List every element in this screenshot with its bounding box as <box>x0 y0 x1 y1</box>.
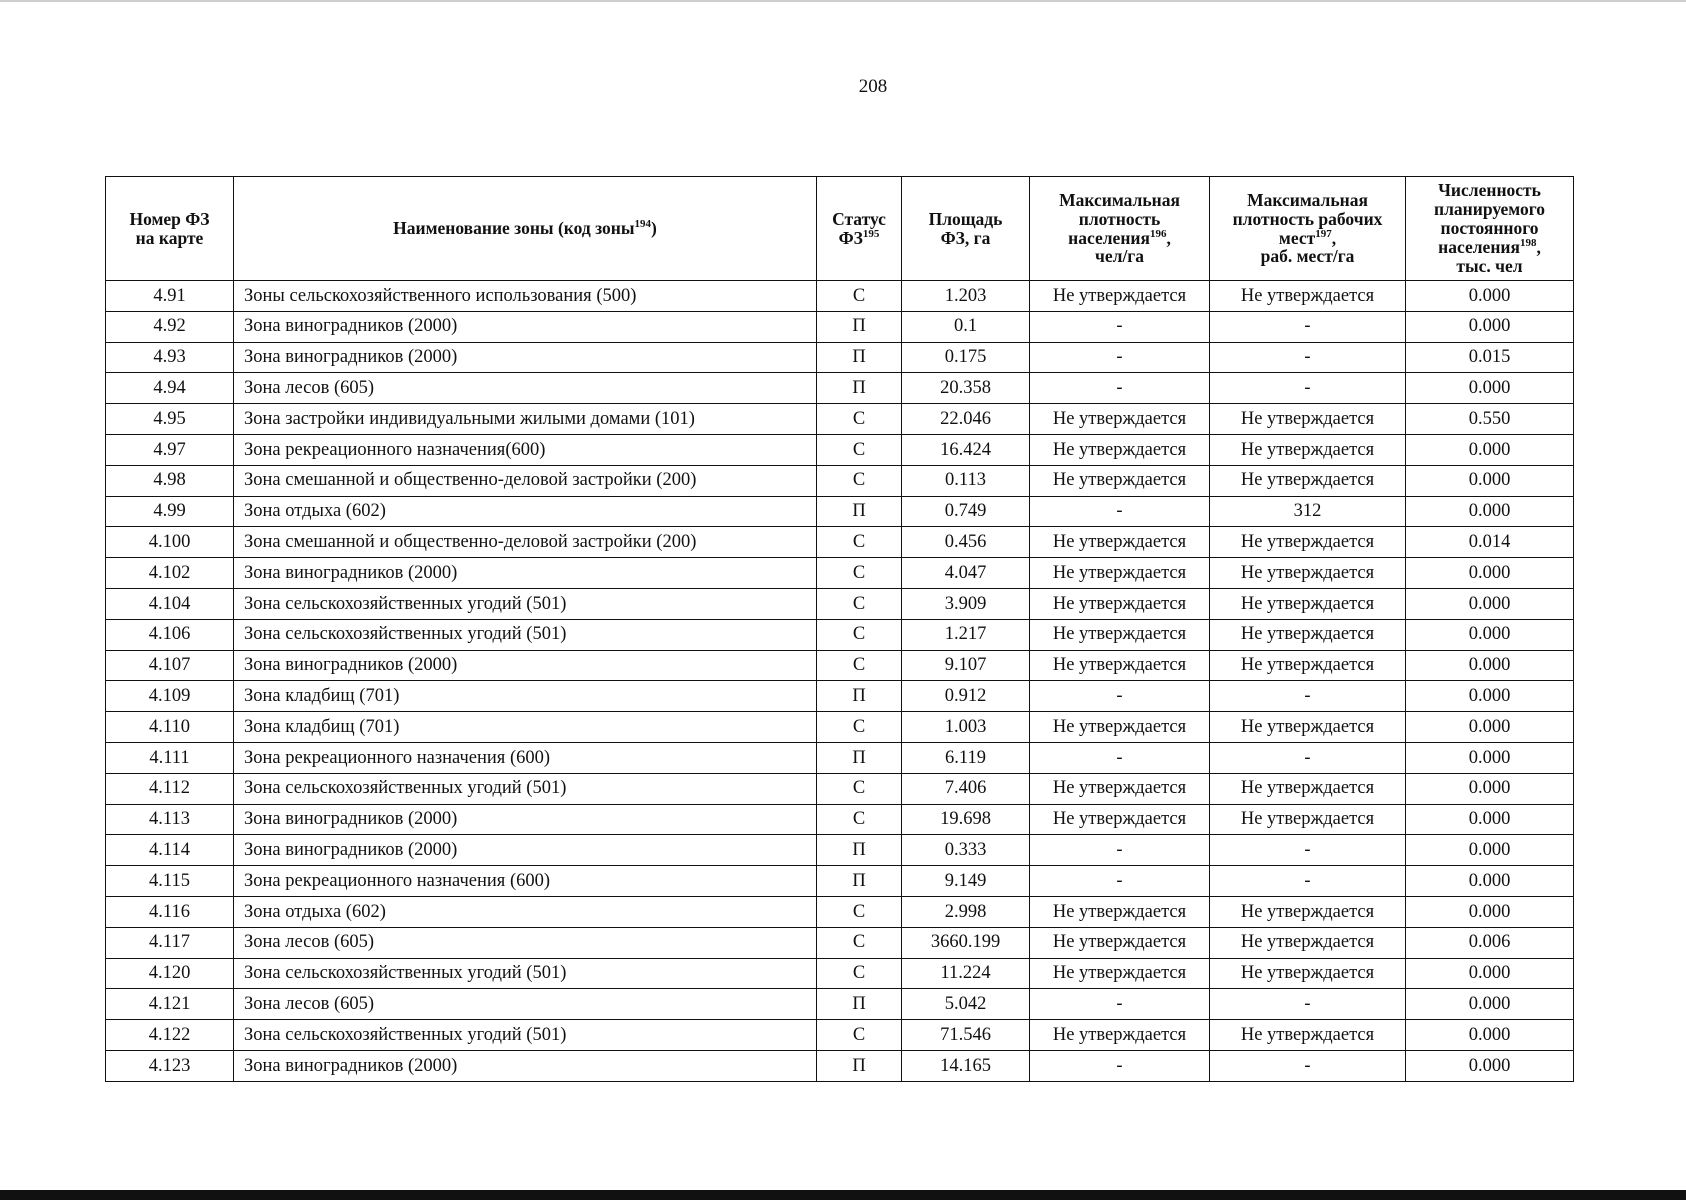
page-number: 208 <box>858 76 888 97</box>
cell-area: 19.698 <box>902 804 1030 835</box>
cell-jobs-density: - <box>1210 311 1406 342</box>
cell-jobs-density: Не утверждается <box>1210 281 1406 312</box>
cell-jobs-density: Не утверждается <box>1210 650 1406 681</box>
cell-zone-name: Зона лесов (605) <box>234 373 817 404</box>
cell-jobs-density: - <box>1210 742 1406 773</box>
cell-status: С <box>817 527 902 558</box>
cell-zone-name: Зона сельскохозяйственных угодий (501) <box>234 619 817 650</box>
table-row <box>106 835 1574 866</box>
table-row <box>106 281 1574 312</box>
cell-jobs-density: Не утверждается <box>1210 588 1406 619</box>
cell-jobs-density: - <box>1210 681 1406 712</box>
cell-status: С <box>817 712 902 743</box>
cell-planned-population: 0.015 <box>1406 342 1574 373</box>
cell-population-density: Не утверждается <box>1030 558 1210 589</box>
cell-planned-population: 0.000 <box>1406 896 1574 927</box>
cell-jobs-density: Не утверждается <box>1210 404 1406 435</box>
cell-status: П <box>817 742 902 773</box>
cell-population-density: Не утверждается <box>1030 527 1210 558</box>
cell-zone-name: Зона рекреационного назначения (600) <box>234 866 817 897</box>
cell-status: П <box>817 1050 902 1081</box>
cell-zone-number: 4.113 <box>106 804 234 835</box>
cell-zone-number: 4.111 <box>106 742 234 773</box>
cell-area: 22.046 <box>902 404 1030 435</box>
cell-zone-name: Зоны сельскохозяйственного использования (500) <box>234 281 817 312</box>
cell-jobs-density: Не утверждается <box>1210 712 1406 743</box>
header-planned-population: Численность планируемого постоянного населения$^{198}$, тыс. чел <box>1406 177 1574 281</box>
cell-zone-name: Зона смешанной и общественно-деловой застройки (200) <box>234 527 817 558</box>
table-row <box>106 742 1574 773</box>
cell-area: 9.149 <box>902 866 1030 897</box>
cell-population-density: Не утверждается <box>1030 773 1210 804</box>
table-row <box>106 527 1574 558</box>
cell-planned-population: 0.000 <box>1406 650 1574 681</box>
cell-population-density: - <box>1030 989 1210 1020</box>
table-row <box>106 804 1574 835</box>
cell-jobs-density: - <box>1210 989 1406 1020</box>
cell-zone-number: 4.114 <box>106 835 234 866</box>
cell-status: С <box>817 619 902 650</box>
cell-planned-population: 0.000 <box>1406 835 1574 866</box>
header-area: Площадь ФЗ, га <box>902 177 1030 281</box>
cell-status: П <box>817 373 902 404</box>
cell-zone-number: 4.104 <box>106 588 234 619</box>
cell-zone-name: Зона смешанной и общественно-деловой застройки (200) <box>234 465 817 496</box>
cell-population-density: Не утверждается <box>1030 619 1210 650</box>
cell-jobs-density: - <box>1210 866 1406 897</box>
table-header-row <box>106 177 1574 281</box>
cell-zone-number: 4.92 <box>106 311 234 342</box>
table-row <box>106 342 1574 373</box>
cell-area: 14.165 <box>902 1050 1030 1081</box>
cell-status: С <box>817 1020 902 1051</box>
header-status: Статус ФЗ$^{195}$ <box>817 177 902 281</box>
cell-zone-name: Зона виноградников (2000) <box>234 342 817 373</box>
cell-status: П <box>817 496 902 527</box>
cell-area: 0.175 <box>902 342 1030 373</box>
cell-jobs-density: Не утверждается <box>1210 465 1406 496</box>
header-max-jobs-density: Максимальная плотность рабочих мест$^{197}$, раб. мест/га <box>1210 177 1406 281</box>
table-row <box>106 1050 1574 1081</box>
cell-planned-population: 0.000 <box>1406 373 1574 404</box>
cell-planned-population: 0.000 <box>1406 281 1574 312</box>
cell-area: 1.217 <box>902 619 1030 650</box>
table-row <box>106 558 1574 589</box>
cell-zone-name: Зона застройки индивидуальными жилыми домами (101) <box>234 404 817 435</box>
table-row <box>106 434 1574 465</box>
cell-jobs-density: Не утверждается <box>1210 527 1406 558</box>
cell-area: 20.358 <box>902 373 1030 404</box>
cell-jobs-density: - <box>1210 342 1406 373</box>
table-row <box>106 927 1574 958</box>
cell-jobs-density: 312 <box>1210 496 1406 527</box>
cell-population-density: - <box>1030 681 1210 712</box>
cell-planned-population: 0.014 <box>1406 527 1574 558</box>
cell-population-density: Не утверждается <box>1030 588 1210 619</box>
cell-zone-number: 4.123 <box>106 1050 234 1081</box>
cell-area: 16.424 <box>902 434 1030 465</box>
cell-planned-population: 0.000 <box>1406 681 1574 712</box>
cell-zone-number: 4.100 <box>106 527 234 558</box>
cell-planned-population: 0.000 <box>1406 558 1574 589</box>
table-row <box>106 896 1574 927</box>
cell-jobs-density: Не утверждается <box>1210 619 1406 650</box>
cell-zone-number: 4.112 <box>106 773 234 804</box>
cell-status: С <box>817 958 902 989</box>
cell-area: 0.456 <box>902 527 1030 558</box>
cell-jobs-density: Не утверждается <box>1210 558 1406 589</box>
cell-zone-name: Зона рекреационного назначения(600) <box>234 434 817 465</box>
cell-area: 1.003 <box>902 712 1030 743</box>
cell-population-density: - <box>1030 866 1210 897</box>
cell-population-density: Не утверждается <box>1030 712 1210 743</box>
cell-zone-number: 4.99 <box>106 496 234 527</box>
cell-zone-name: Зона виноградников (2000) <box>234 804 817 835</box>
cell-jobs-density: Не утверждается <box>1210 927 1406 958</box>
cell-status: П <box>817 342 902 373</box>
cell-area: 5.042 <box>902 989 1030 1020</box>
cell-population-density: Не утверждается <box>1030 804 1210 835</box>
cell-planned-population: 0.000 <box>1406 866 1574 897</box>
cell-zone-name: Зона виноградников (2000) <box>234 558 817 589</box>
header-zone-number: Номер ФЗ на карте <box>106 177 234 281</box>
table-row <box>106 866 1574 897</box>
cell-zone-name: Зона виноградников (2000) <box>234 650 817 681</box>
cell-jobs-density: - <box>1210 373 1406 404</box>
cell-zone-name: Зона виноградников (2000) <box>234 311 817 342</box>
cell-planned-population: 0.000 <box>1406 804 1574 835</box>
cell-status: С <box>817 465 902 496</box>
cell-area: 6.119 <box>902 742 1030 773</box>
cell-zone-number: 4.116 <box>106 896 234 927</box>
cell-zone-name: Зона сельскохозяйственных угодий (501) <box>234 773 817 804</box>
cell-area: 0.1 <box>902 311 1030 342</box>
cell-zone-number: 4.109 <box>106 681 234 712</box>
cell-zone-number: 4.122 <box>106 1020 234 1051</box>
cell-planned-population: 0.000 <box>1406 958 1574 989</box>
cell-population-density: - <box>1030 373 1210 404</box>
cell-population-density: Не утверждается <box>1030 1020 1210 1051</box>
cell-area: 3660.199 <box>902 927 1030 958</box>
table-row <box>106 465 1574 496</box>
cell-population-density: Не утверждается <box>1030 650 1210 681</box>
cell-status: С <box>817 804 902 835</box>
cell-status: С <box>817 281 902 312</box>
cell-status: С <box>817 927 902 958</box>
cell-population-density: Не утверждается <box>1030 465 1210 496</box>
table-row <box>106 650 1574 681</box>
cell-area: 0.912 <box>902 681 1030 712</box>
cell-jobs-density: Не утверждается <box>1210 958 1406 989</box>
cell-zone-name: Зона отдыха (602) <box>234 496 817 527</box>
cell-zone-number: 4.98 <box>106 465 234 496</box>
cell-area: 11.224 <box>902 958 1030 989</box>
cell-zone-number: 4.117 <box>106 927 234 958</box>
cell-status: П <box>817 989 902 1020</box>
page-top-border <box>0 0 1686 2</box>
cell-status: С <box>817 896 902 927</box>
cell-planned-population: 0.000 <box>1406 989 1574 1020</box>
cell-planned-population: 0.000 <box>1406 434 1574 465</box>
cell-status: С <box>817 558 902 589</box>
cell-status: С <box>817 404 902 435</box>
table-row <box>106 958 1574 989</box>
table-row <box>106 712 1574 743</box>
cell-jobs-density: Не утверждается <box>1210 804 1406 835</box>
cell-planned-population: 0.000 <box>1406 1050 1574 1081</box>
cell-planned-population: 0.000 <box>1406 465 1574 496</box>
cell-zone-name: Зона сельскохозяйственных угодий (501) <box>234 1020 817 1051</box>
cell-population-density: Не утверждается <box>1030 281 1210 312</box>
cell-area: 3.909 <box>902 588 1030 619</box>
cell-zone-number: 4.94 <box>106 373 234 404</box>
cell-jobs-density: Не утверждается <box>1210 434 1406 465</box>
cell-status: С <box>817 773 902 804</box>
cell-status: П <box>817 311 902 342</box>
cell-area: 7.406 <box>902 773 1030 804</box>
cell-status: П <box>817 866 902 897</box>
cell-zone-number: 4.102 <box>106 558 234 589</box>
table-row <box>106 496 1574 527</box>
table-row <box>106 1020 1574 1051</box>
cell-zone-name: Зона рекреационного назначения (600) <box>234 742 817 773</box>
cell-area: 71.546 <box>902 1020 1030 1051</box>
cell-zone-name: Зона лесов (605) <box>234 927 817 958</box>
cell-zone-number: 4.115 <box>106 866 234 897</box>
cell-zone-name: Зона сельскохозяйственных угодий (501) <box>234 958 817 989</box>
cell-population-density: - <box>1030 496 1210 527</box>
cell-planned-population: 0.000 <box>1406 588 1574 619</box>
cell-jobs-density: - <box>1210 1050 1406 1081</box>
cell-jobs-density: - <box>1210 835 1406 866</box>
cell-zone-number: 4.93 <box>106 342 234 373</box>
cell-population-density: Не утверждается <box>1030 404 1210 435</box>
cell-zone-name: Зона виноградников (2000) <box>234 835 817 866</box>
cell-population-density: Не утверждается <box>1030 927 1210 958</box>
cell-population-density: - <box>1030 1050 1210 1081</box>
cell-area: 0.749 <box>902 496 1030 527</box>
header-max-population-density: Максимальная плотность населения$^{196}$, чел/га <box>1030 177 1210 281</box>
cell-zone-name: Зона кладбищ (701) <box>234 681 817 712</box>
cell-zone-number: 4.121 <box>106 989 234 1020</box>
cell-planned-population: 0.000 <box>1406 496 1574 527</box>
cell-population-density: - <box>1030 835 1210 866</box>
cell-zone-name: Зона отдыха (602) <box>234 896 817 927</box>
cell-area: 9.107 <box>902 650 1030 681</box>
cell-population-density: Не утверждается <box>1030 896 1210 927</box>
cell-zone-number: 4.95 <box>106 404 234 435</box>
cell-area: 0.113 <box>902 465 1030 496</box>
cell-planned-population: 0.000 <box>1406 311 1574 342</box>
cell-jobs-density: Не утверждается <box>1210 773 1406 804</box>
cell-planned-population: 0.006 <box>1406 927 1574 958</box>
cell-zone-number: 4.106 <box>106 619 234 650</box>
cell-zone-name: Зона виноградников (2000) <box>234 1050 817 1081</box>
cell-status: П <box>817 835 902 866</box>
cell-planned-population: 0.000 <box>1406 773 1574 804</box>
cell-zone-number: 4.107 <box>106 650 234 681</box>
cell-area: 2.998 <box>902 896 1030 927</box>
zones-table <box>105 176 1574 1082</box>
table-row <box>106 588 1574 619</box>
cell-planned-population: 0.550 <box>1406 404 1574 435</box>
cell-status: С <box>817 650 902 681</box>
cell-population-density: Не утверждается <box>1030 958 1210 989</box>
cell-zone-number: 4.120 <box>106 958 234 989</box>
scan-bottom-edge <box>0 1190 1686 1200</box>
cell-status: С <box>817 434 902 465</box>
table-row <box>106 404 1574 435</box>
cell-status: С <box>817 588 902 619</box>
cell-population-density: - <box>1030 742 1210 773</box>
cell-zone-number: 4.91 <box>106 281 234 312</box>
cell-population-density: - <box>1030 342 1210 373</box>
table-row <box>106 989 1574 1020</box>
cell-population-density: Не утверждается <box>1030 434 1210 465</box>
cell-zone-name: Зона кладбищ (701) <box>234 712 817 743</box>
cell-zone-number: 4.110 <box>106 712 234 743</box>
cell-jobs-density: Не утверждается <box>1210 896 1406 927</box>
cell-planned-population: 0.000 <box>1406 712 1574 743</box>
table-row <box>106 773 1574 804</box>
cell-zone-number: 4.97 <box>106 434 234 465</box>
table-row <box>106 373 1574 404</box>
cell-area: 1.203 <box>902 281 1030 312</box>
table-row <box>106 681 1574 712</box>
cell-jobs-density: Не утверждается <box>1210 1020 1406 1051</box>
cell-planned-population: 0.000 <box>1406 1020 1574 1051</box>
cell-population-density: - <box>1030 311 1210 342</box>
cell-zone-name: Зона лесов (605) <box>234 989 817 1020</box>
cell-status: П <box>817 681 902 712</box>
cell-area: 4.047 <box>902 558 1030 589</box>
table-body <box>106 281 1574 1082</box>
table-row <box>106 619 1574 650</box>
cell-area: 0.333 <box>902 835 1030 866</box>
cell-planned-population: 0.000 <box>1406 742 1574 773</box>
cell-planned-population: 0.000 <box>1406 619 1574 650</box>
cell-zone-name: Зона сельскохозяйственных угодий (501) <box>234 588 817 619</box>
header-zone-name: Наименование зоны (код зоны$^{194}$) <box>234 177 817 281</box>
table-row <box>106 311 1574 342</box>
